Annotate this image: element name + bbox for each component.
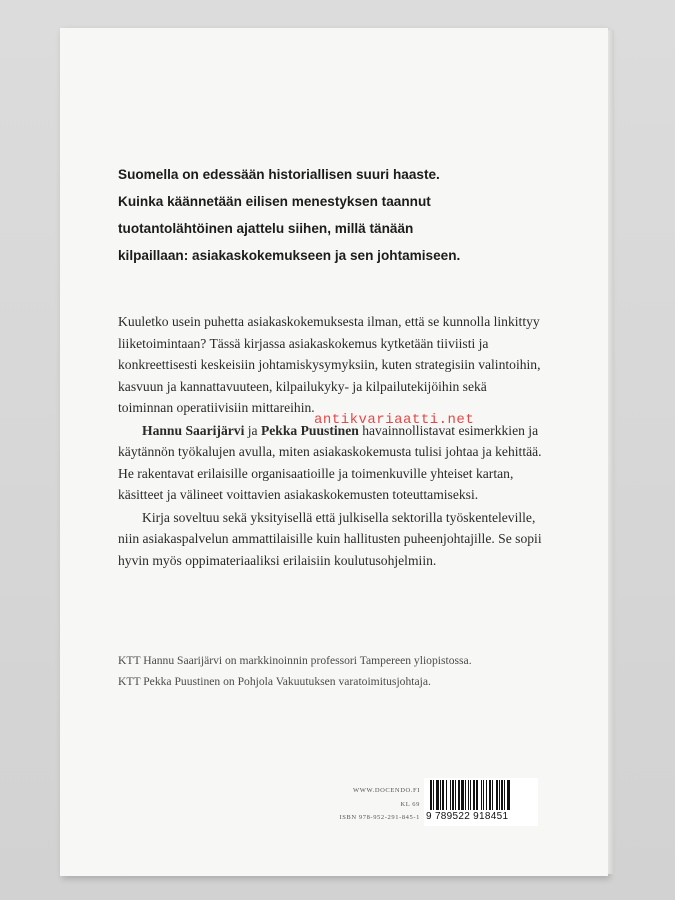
book-back-cover (60, 28, 608, 876)
author-bio-1: KTT Hannu Saarijärvi on markkinoinnin professori Tampereen yliopistossa. (118, 654, 472, 667)
barcode-digits: 9 789522 918451 (426, 811, 509, 822)
author-bio-2: KTT Pekka Puustinen on Pohjola Vakuutuksen varatoimitusjohtaja. (118, 675, 431, 688)
lead-line: tuotantolähtöinen ajattelu siihen, millä tänään (118, 221, 414, 236)
publisher-info (296, 784, 420, 825)
author-name-2: Pekka Puustinen (260, 422, 359, 438)
barcode (424, 778, 538, 826)
lead-paragraph (118, 161, 558, 269)
watermark: antikvariaatti.net (314, 412, 475, 428)
lead-line: kilpaillaan: asiakaskokemukseen ja sen johtamiseen. (118, 248, 461, 263)
barcode-bars (430, 780, 534, 812)
lead-line: Suomella on edessään historiallisen suuri haaste. (118, 167, 440, 182)
author-name-1: Hannu Saarijärvi (142, 422, 245, 438)
publisher-website: WWW.DOCENDO.FI (352, 787, 420, 794)
description-text (118, 311, 542, 571)
classification-code: KL 69 (400, 800, 420, 808)
description-paragraph-2-rest: havainnollistavat esimerkkien ja käytännön työkalujen avulla, miten asiakaskokemusta tulisi johtaa ja kehittää. He rakentavat erilaisille organisaatioille ja toimenkuville yhteiset kartan, käsitteet ja välineet voittavien asiakaskokemusten toteuttamiseksi. (118, 422, 542, 502)
conjunction: ja (244, 422, 261, 438)
lead-line: Kuinka käännetään eilisen menestyksen taannut (118, 194, 431, 209)
description-paragraph-3: Kirja soveltuu sekä yksityisellä että julkisella sektorilla työskenteleville, niin asiakaspalvelun ammattilaisille kuin hallitusten puheenjohtajille. Se sopii hyvin myös oppimateriaaliksi erilaisiin koulutusohjelmiin. (118, 509, 542, 568)
cover-edge (608, 30, 614, 874)
author-bios (118, 650, 588, 692)
description-paragraph-2 (118, 420, 542, 506)
description-paragraph-1: Kuuletko usein puhetta asiakaskokemuksesta ilman, että se kunnolla linkittyy liiketoimintaan? Tässä kirjassa asiakaskokemus kytketään tiiviisti ja konkreettisesti keskeisiin johtamiskysymyksiin, kuten strategisiin valintoihin, kasvuun ja kannattavuuteen, kilpailukyky- ja kilpailutekijöihin sekä toiminnan operatiivisiin mittareihin. (118, 314, 541, 415)
isbn-text: ISBN 978-952-291-845-1 (339, 814, 420, 821)
